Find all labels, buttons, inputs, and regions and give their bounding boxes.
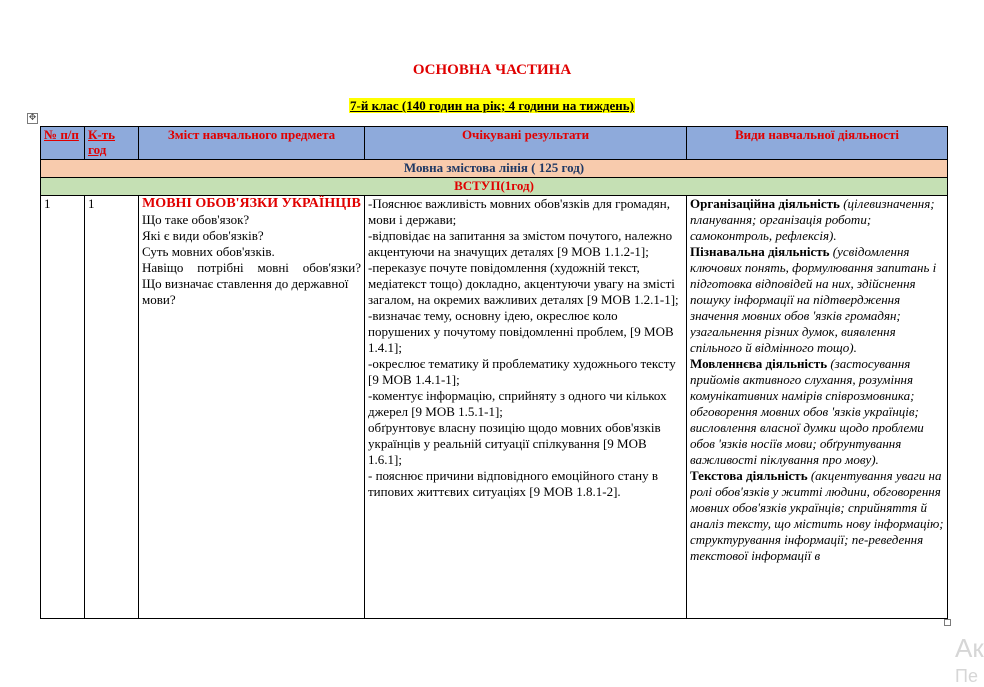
intro-row — [41, 178, 948, 196]
activity-desc: (застосування прийомів активного слухання, розуміння комунікативних намірів співрозмовника; обговорення мовних обов 'язків українців; висловлення власної думки щодо проблеми обов 'язків носіїв мови; обґрунтування важливості піклування про мову). — [690, 356, 924, 467]
content-line-label: Мовна змістова лінія ( 125 год) — [41, 160, 948, 178]
result-item: - пояснює причини відповідного емоційного стану в типових життєвих ситуаціях [9 МОВ 1.8.1-2]. — [368, 468, 658, 499]
activation-watermark: Ак — [955, 633, 984, 663]
activation-watermark-line2: Пе — [955, 666, 978, 686]
activity-name: Організаційна діяльність — [690, 196, 840, 211]
activity-desc: (усвідомлення ключових понять, формулювання запитань і підготовка відповідей на них, здійснення пошуку інформації на підтвердження значення мовних обов 'язків громадян; узагальнення різних думок, виявлення спільного й відмінного тощо). — [690, 244, 937, 355]
question-item: Що визначає ставлення до державної мови? — [142, 276, 349, 307]
content-line-row — [41, 160, 948, 178]
question-item: Що таке обов'язок? — [142, 212, 250, 227]
row-number: 1 — [41, 196, 85, 619]
result-item: обґрунтовує власну позицію щодо мовних обов'язків українців у реальній ситуації спілкування [9 МОВ 1.6.1]; — [368, 420, 661, 467]
activity-item — [690, 196, 944, 244]
result-item: -коментує інформацію, сприйняту з одного чи кількох джерел [9 МОВ 1.5.1-1]; — [368, 388, 667, 419]
activity-name: Мовленнєва діяльність — [690, 356, 828, 371]
curriculum-table — [40, 126, 948, 619]
table-resize-handle[interactable] — [944, 619, 951, 626]
header-content: Зміст навчального предмета — [139, 127, 365, 160]
result-item: -переказує почуте повідомлення (художній текст, медіатекст тощо) докладно, акцентуючи увагу на змісті загалом, на окремих важливих деталях [9 МОВ 1.2.1-1]; — [368, 260, 679, 307]
activity-desc: (акцентування уваги на ролі обов'язків у житті людини, обговорення мовних обов'язків українців; сприйняття й аналіз тексту, що містить нову інформацію; структурування інформації; пе-реведення текстової інформації в — [690, 468, 944, 563]
page-subtitle: 7-й клас (140 годин на рік; 4 години на тиждень) — [350, 98, 634, 113]
table-row — [41, 196, 948, 619]
question-item: Суть мовних обов'язків. — [142, 244, 275, 259]
result-item: -Пояснює важливість мовних обов'язків для громадян, мови і держави; — [368, 196, 670, 227]
header-hours: К-ть год — [85, 127, 139, 160]
row-activities-cell — [687, 196, 948, 619]
activity-item — [690, 468, 944, 564]
question-item: Які є види обов'язків? — [142, 228, 264, 243]
subtitle-wrap — [0, 97, 984, 115]
result-item: -відповідає на запитання за змістом почутого, належно акцентуючи на значущих деталях [9 МОВ 1.1.2-1]; — [368, 228, 673, 259]
result-item: -окреслює тематику й проблематику художнього тексту [9 МОВ 1.4.1-1]; — [368, 356, 676, 387]
header-activities: Види навчальної діяльності — [687, 127, 948, 160]
activity-name: Пізнавальна діяльність — [690, 244, 830, 259]
activity-desc: (цілевизначення; планування; організація роботи; самоконтроль, рефлексія). — [690, 196, 935, 243]
activity-item — [690, 244, 944, 356]
table-header-row — [41, 127, 948, 160]
header-number: № п/п — [41, 127, 85, 160]
row-hours: 1 — [85, 196, 139, 619]
activity-name: Текстова діяльність — [690, 468, 808, 483]
row-content-cell — [139, 196, 365, 619]
page-title: ОСНОВНА ЧАСТИНА — [412, 62, 572, 78]
intro-label: ВСТУП(1год) — [41, 178, 948, 196]
topic-title: МОВНІ ОБОВ'ЯЗКИ УКРАЇНЦІВ — [142, 196, 361, 211]
row-results-cell — [365, 196, 687, 619]
activity-item — [690, 356, 944, 468]
table-move-handle-icon[interactable]: ✥ — [28, 113, 37, 123]
result-item: -визначає тему, основну ідею, окреслює коло порушених у почутому повідомленні проблем, [9 МОВ 1.4.1]; — [368, 308, 674, 355]
header-results: Очікувані результати — [365, 127, 687, 160]
question-item: Навіщо потрібні мовні обов'язки? — [142, 260, 361, 275]
